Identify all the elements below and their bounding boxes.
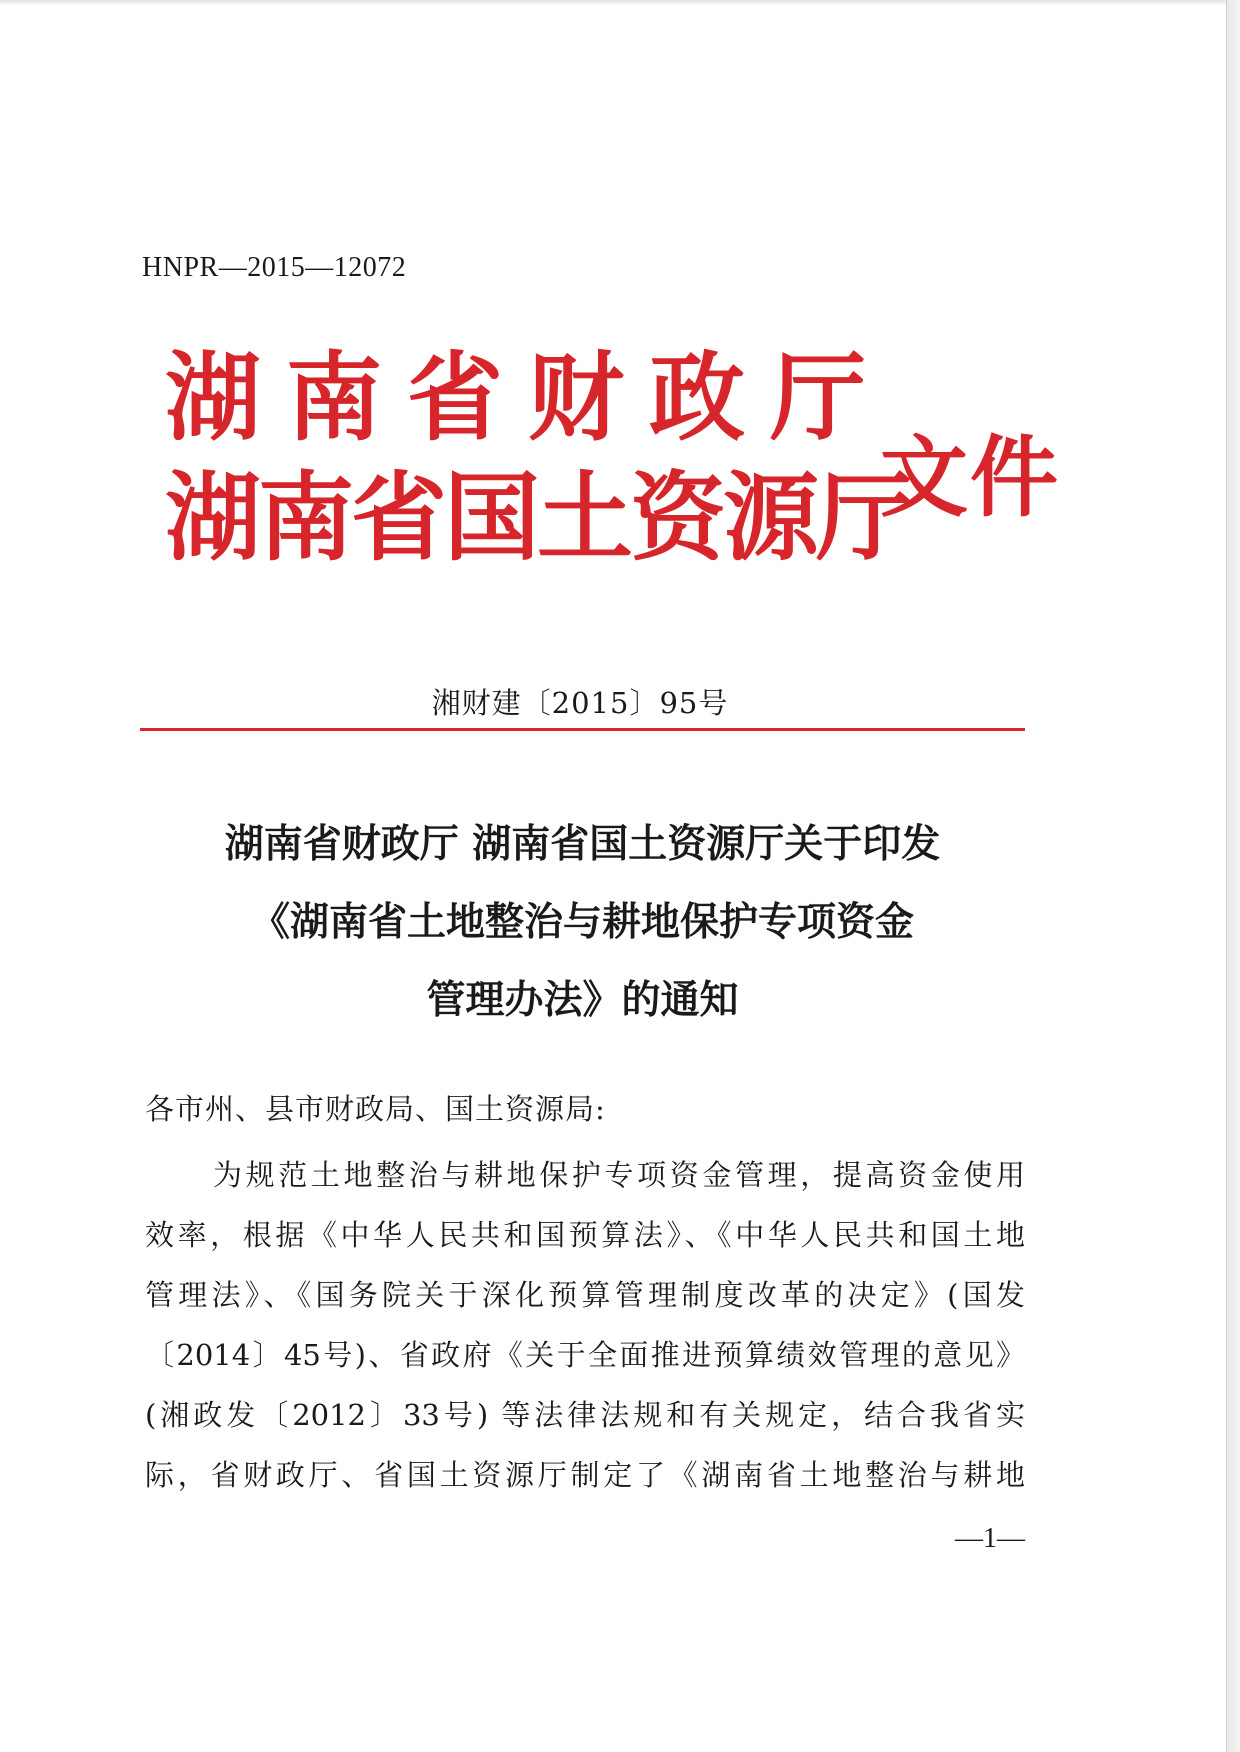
issuer-suffix-document: 文件 xyxy=(880,426,1061,529)
body-text xyxy=(145,1145,1025,1505)
scan-page-edge xyxy=(1226,0,1240,1752)
body-line: (湘政发〔2012〕33号) 等法律法规和有关规定，结合我省实 xyxy=(145,1398,1025,1432)
page-number: —1— xyxy=(955,1523,1025,1554)
body-line: 管理法》、《国务院关于深化预算管理制度改革的决定》(国发 xyxy=(145,1278,1025,1312)
body-line: 际，省财政厅、省国土资源厅制定了《湖南省土地整治与耕地 xyxy=(145,1458,1025,1492)
red-divider xyxy=(140,728,1025,731)
document-code: HNPR—2015—12072 xyxy=(142,252,407,283)
title-line-1: 湖南省财政厅 湖南省国土资源厅关于印发 xyxy=(224,821,941,867)
title-line-3: 管理办法》的通知 xyxy=(426,977,739,1023)
salutation: 各市州、县市财政局、国土资源局: xyxy=(145,1092,606,1126)
document-number: 湘财建〔2015〕95号 xyxy=(431,686,729,720)
issuer-line-finance: 湖南省财政厅 xyxy=(165,342,891,454)
body-line: 效率，根据《中华人民共和国预算法》、《中华人民共和国土地 xyxy=(145,1218,1025,1252)
document-title xyxy=(140,805,1025,1039)
scan-top-edge xyxy=(0,0,1226,6)
issuer-line-land-resources: 湖南省国土资源厅 xyxy=(165,462,909,574)
body-line: 为规范土地整治与耕地保护专项资金管理，提高资金使用 xyxy=(213,1158,1025,1192)
body-line: 〔2014〕45号)、省政府《关于全面推进预算绩效管理的意见》 xyxy=(145,1338,1025,1372)
title-line-2: 《湖南省土地整治与耕地保护专项资金 xyxy=(250,899,914,945)
